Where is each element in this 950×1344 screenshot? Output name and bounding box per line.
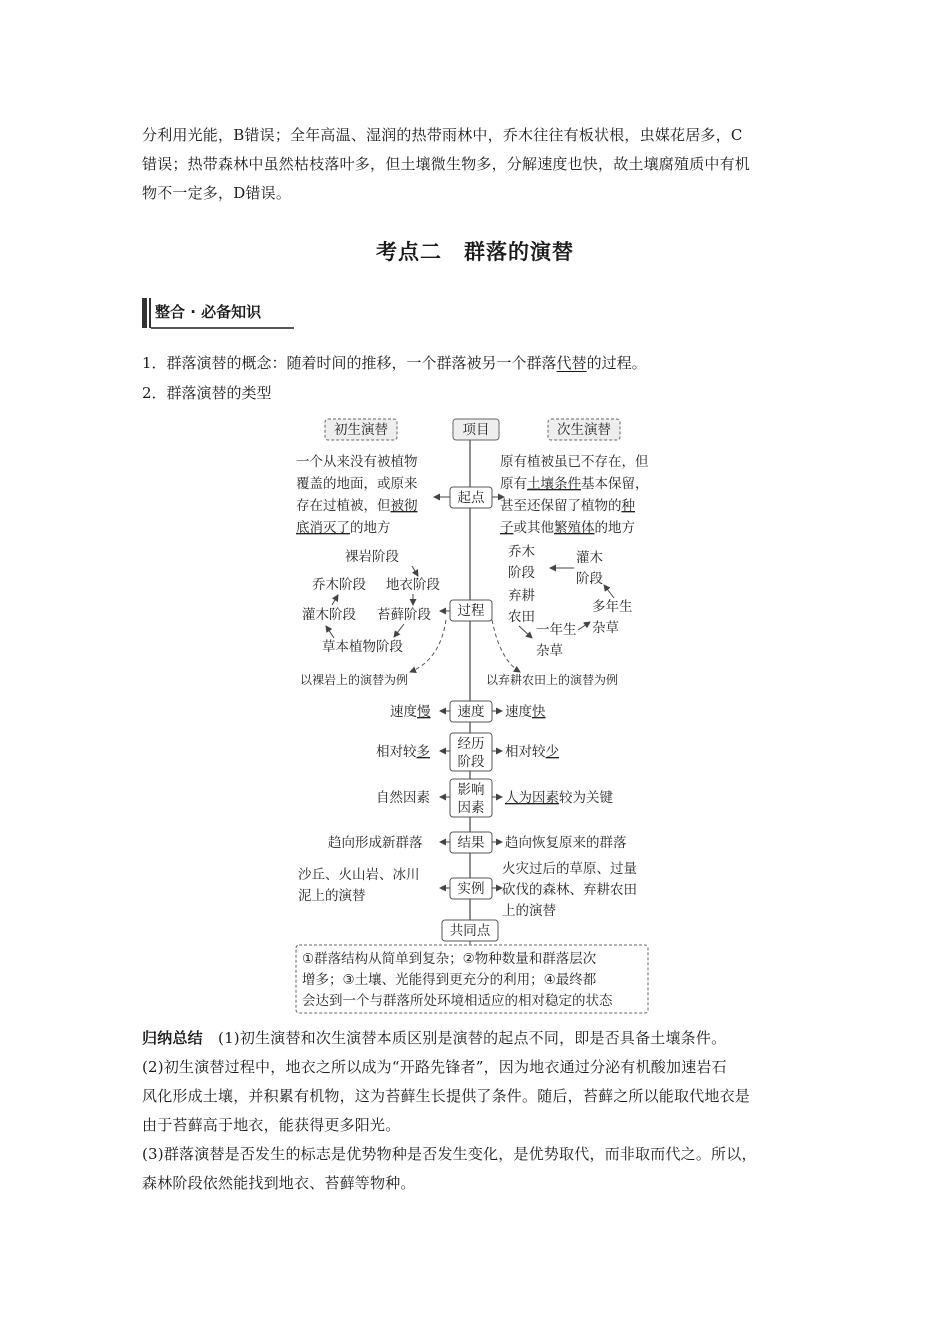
node-common-label: 共同点 [449,923,491,939]
svg-text:杂草: 杂草 [536,643,563,659]
summary-p2a: (2)初生演替过程中，地衣之所以成为“开路先锋者”，因为地衣通过分泌有机酸加速岩石 [142,1058,727,1076]
svg-text:灌木阶段: 灌木阶段 [302,607,356,623]
node-stages-label-1: 经历 [457,736,485,752]
summary-p1-text: (1)初生演替和次生演替本质区别是演替的起点不同，即是否具备土壤条件。 [218,1029,727,1047]
node-example-label: 实例 [457,881,485,897]
example-secondary-2: 砍伐的森林、弃耕农田 [502,882,637,898]
node-factors-label-1: 影响 [457,782,485,798]
summary-p1 [142,1024,812,1053]
svg-text:底消灭了的地方: 底消灭了的地方 [296,520,391,536]
factors-secondary: 人为因素较为关键 [505,790,613,806]
svg-text:一年生: 一年生 [536,622,577,638]
speed-secondary: 速度快 [505,704,546,720]
svg-text:地衣阶段: 地衣阶段 [386,577,440,593]
svg-text:原有植被虽已不存在，但: 原有植被虽已不存在，但 [500,454,649,470]
summary-p3a: (3)群落演替是否发生的标志是优势物种是否发生变化，是优势取代，而非取而代之。所以， [142,1145,757,1163]
result-secondary: 趋向恢复原来的群落 [505,835,627,851]
summary-p2b: 风化形成土壤，并积累有机物，这为苔藓生长提供了条件。随后，苔藓之所以能取代地衣是 [142,1087,751,1105]
svg-text:多年生: 多年生 [592,599,633,615]
common-line-2: 增多；③土壤、光能得到更充分的利用；④最终都 [302,972,597,988]
intro-line-2: 错误；热带森林中虽然枯枝落叶多，但土壤微生物多，分解速度也快，故土壤腐殖质中有机 [142,155,751,173]
result-primary: 趋向形成新群落 [328,835,423,851]
svg-text:裸岩阶段: 裸岩阶段 [345,549,399,565]
example-secondary-3: 上的演替 [502,903,556,919]
svg-text:弃耕: 弃耕 [508,588,535,604]
node-origin-label: 起点 [457,490,485,506]
summary-label: 归纳总结 [142,1029,203,1047]
intro-line-3: 物不一定多，D错误。 [142,184,292,202]
common-line-3: 会达到一个与群落所处环境相适应的相对稳定的状态 [302,993,613,1009]
svg-text:阶段: 阶段 [576,571,603,587]
speed-primary: 速度慢 [390,704,431,720]
header-primary [325,419,397,440]
svg-text:乔木阶段: 乔木阶段 [312,577,366,593]
example-primary-2: 泥上的演替 [298,888,366,904]
svg-text:乔木: 乔木 [508,544,535,560]
point-1-prefix: 1．群落演替的概念：随着时间的推移，一个群落被另一个群落 [142,354,557,372]
svg-text:覆盖的地面，或原来: 覆盖的地面，或原来 [296,476,418,492]
svg-text:次生演替: 次生演替 [557,422,611,438]
svg-text:初生演替: 初生演替 [334,422,388,438]
svg-text:项目: 项目 [462,422,490,438]
stages-secondary: 相对较少 [505,744,559,760]
svg-text:灌木: 灌木 [576,550,603,566]
example-secondary-1: 火灾过后的草原、过量 [502,861,637,877]
caption-secondary: 以弃耕农田上的演替为例 [486,673,619,687]
node-process-label: 过程 [457,603,485,619]
svg-text:一个从来没有被植物: 一个从来没有被植物 [296,454,418,470]
origin-secondary-text [500,453,649,536]
process-primary [300,548,446,687]
summary-p2c: 由于苔藓高于地衣，能获得更多阳光。 [142,1116,401,1134]
svg-text:原有土壤条件基本保留，: 原有土壤条件基本保留， [500,476,649,492]
point-2: 2．群落演替的类型 [142,384,272,402]
summary-p3b: 森林阶段依然能找到地衣、苔藓等物种。 [142,1174,416,1192]
common-line-1: ①群落结构从简单到复杂；②物种数量和群落层次 [302,951,597,967]
svg-text:存在过植被，但被彻: 存在过植被，但被彻 [296,498,418,514]
intro-line-1: 分利用光能，B错误；全年高温、湿润的热带雨林中，乔木往往有板状根，虫媒花居多，C [142,126,743,144]
header-secondary [548,419,620,440]
example-primary-1: 沙丘、火山岩、冰川 [298,867,420,883]
svg-text:甚至还保留了植物的种: 甚至还保留了植物的种 [500,498,635,514]
svg-text:苔藓阶段: 苔藓阶段 [377,607,431,623]
process-secondary [486,543,633,687]
node-stages-label-2: 阶段 [457,754,485,770]
point-1-keyword: 代替 [556,354,587,372]
node-factors-label-2: 因素 [457,800,485,816]
summary [142,1024,812,1198]
point-1-suffix: 的过程。 [586,354,647,372]
svg-text:阶段: 阶段 [508,565,535,581]
svg-text:草本植物阶段: 草本植物阶段 [322,639,403,655]
tag-label: 整合 · 必备知识 [155,303,262,321]
svg-text:杂草: 杂草 [592,620,619,636]
section-title: 考点二 群落的演替 [376,240,574,264]
svg-text:子或其他繁殖体的地方: 子或其他繁殖体的地方 [500,520,635,536]
stages-primary: 相对较多 [376,744,430,760]
node-result-label: 结果 [457,835,485,851]
factors-primary: 自然因素 [376,790,430,806]
node-speed-label: 速度 [457,704,485,720]
caption-primary: 以裸岩上的演替为例 [300,673,409,687]
header-item [453,419,499,440]
origin-primary-text [296,453,418,536]
svg-text:农田: 农田 [508,609,535,625]
